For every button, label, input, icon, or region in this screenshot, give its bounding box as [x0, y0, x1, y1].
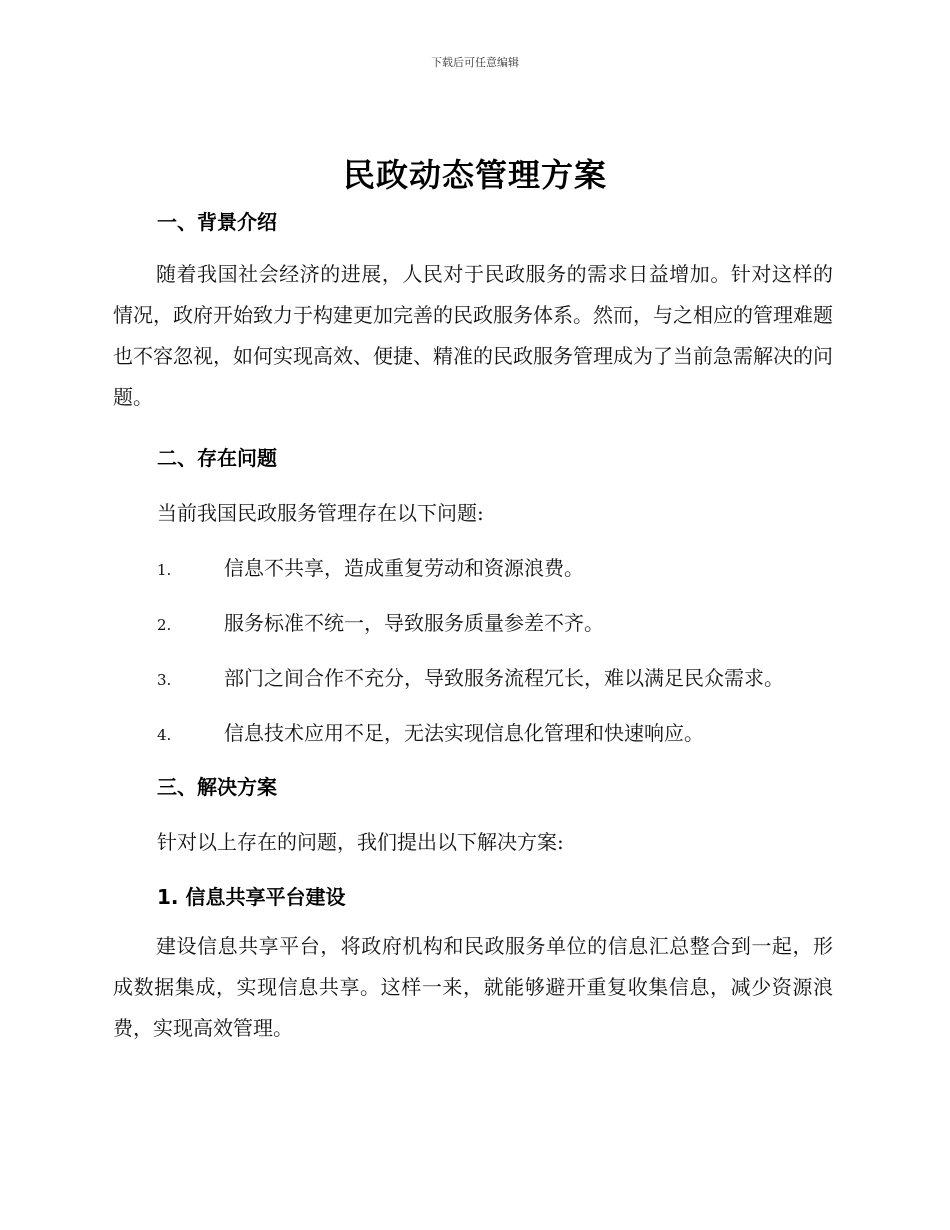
problem-list-item: [157, 607, 857, 636]
list-number: 2.: [157, 616, 172, 634]
list-text: 信息不共享，造成重复劳动和资源浪费。: [224, 556, 584, 580]
list-number: 4.: [157, 726, 172, 744]
list-text: 服务标准不统一，导致服务质量参差不齐。: [224, 611, 604, 635]
problems-intro: 当前我国民政服务管理存在以下问题:: [157, 501, 484, 525]
problem-list-item: [157, 552, 857, 581]
list-text: 部门之间合作不充分，导致服务流程冗长，难以满足民众需求。: [224, 666, 784, 690]
info-sharing-paragraph: 建设信息共享平台，将政府机构和民政服务单位的信息汇总整合到一起，形成数据集成，实现信息共享。这样一来，就能够避开重复收集信息，减少资源浪费，实现高效管理。: [113, 934, 833, 1040]
background-paragraph: 随着我国社会经济的进展，人民对于民政服务的需求日益增加。针对这样的情况，政府开始致力于构建更加完善的民政服务体系。然而，与之相应的管理难题也不容忽视，如何实现高效、便捷、精准的民政服务管理成为了当前急需解决的问题。: [113, 262, 833, 409]
header-note: 下载后可任意编辑: [431, 56, 519, 69]
problem-list-item: [157, 717, 857, 746]
solutions-intro: 针对以上存在的问题，我们提出以下解决方案:: [157, 830, 564, 854]
list-number: 1.: [157, 561, 172, 579]
section-heading-problems: 二、存在问题: [157, 446, 277, 470]
list-number: 3.: [157, 671, 172, 689]
list-text: 信息技术应用不足，无法实现信息化管理和快速响应。: [224, 721, 704, 745]
section-heading-background: 一、背景介绍: [157, 210, 277, 234]
problem-list-item: [157, 662, 857, 691]
section-heading-solutions: 三、解决方案: [157, 775, 277, 799]
subsection-heading-info-sharing: 1. 信息共享平台建设: [157, 885, 346, 909]
document-title: 民政动态管理方案: [342, 156, 607, 194]
